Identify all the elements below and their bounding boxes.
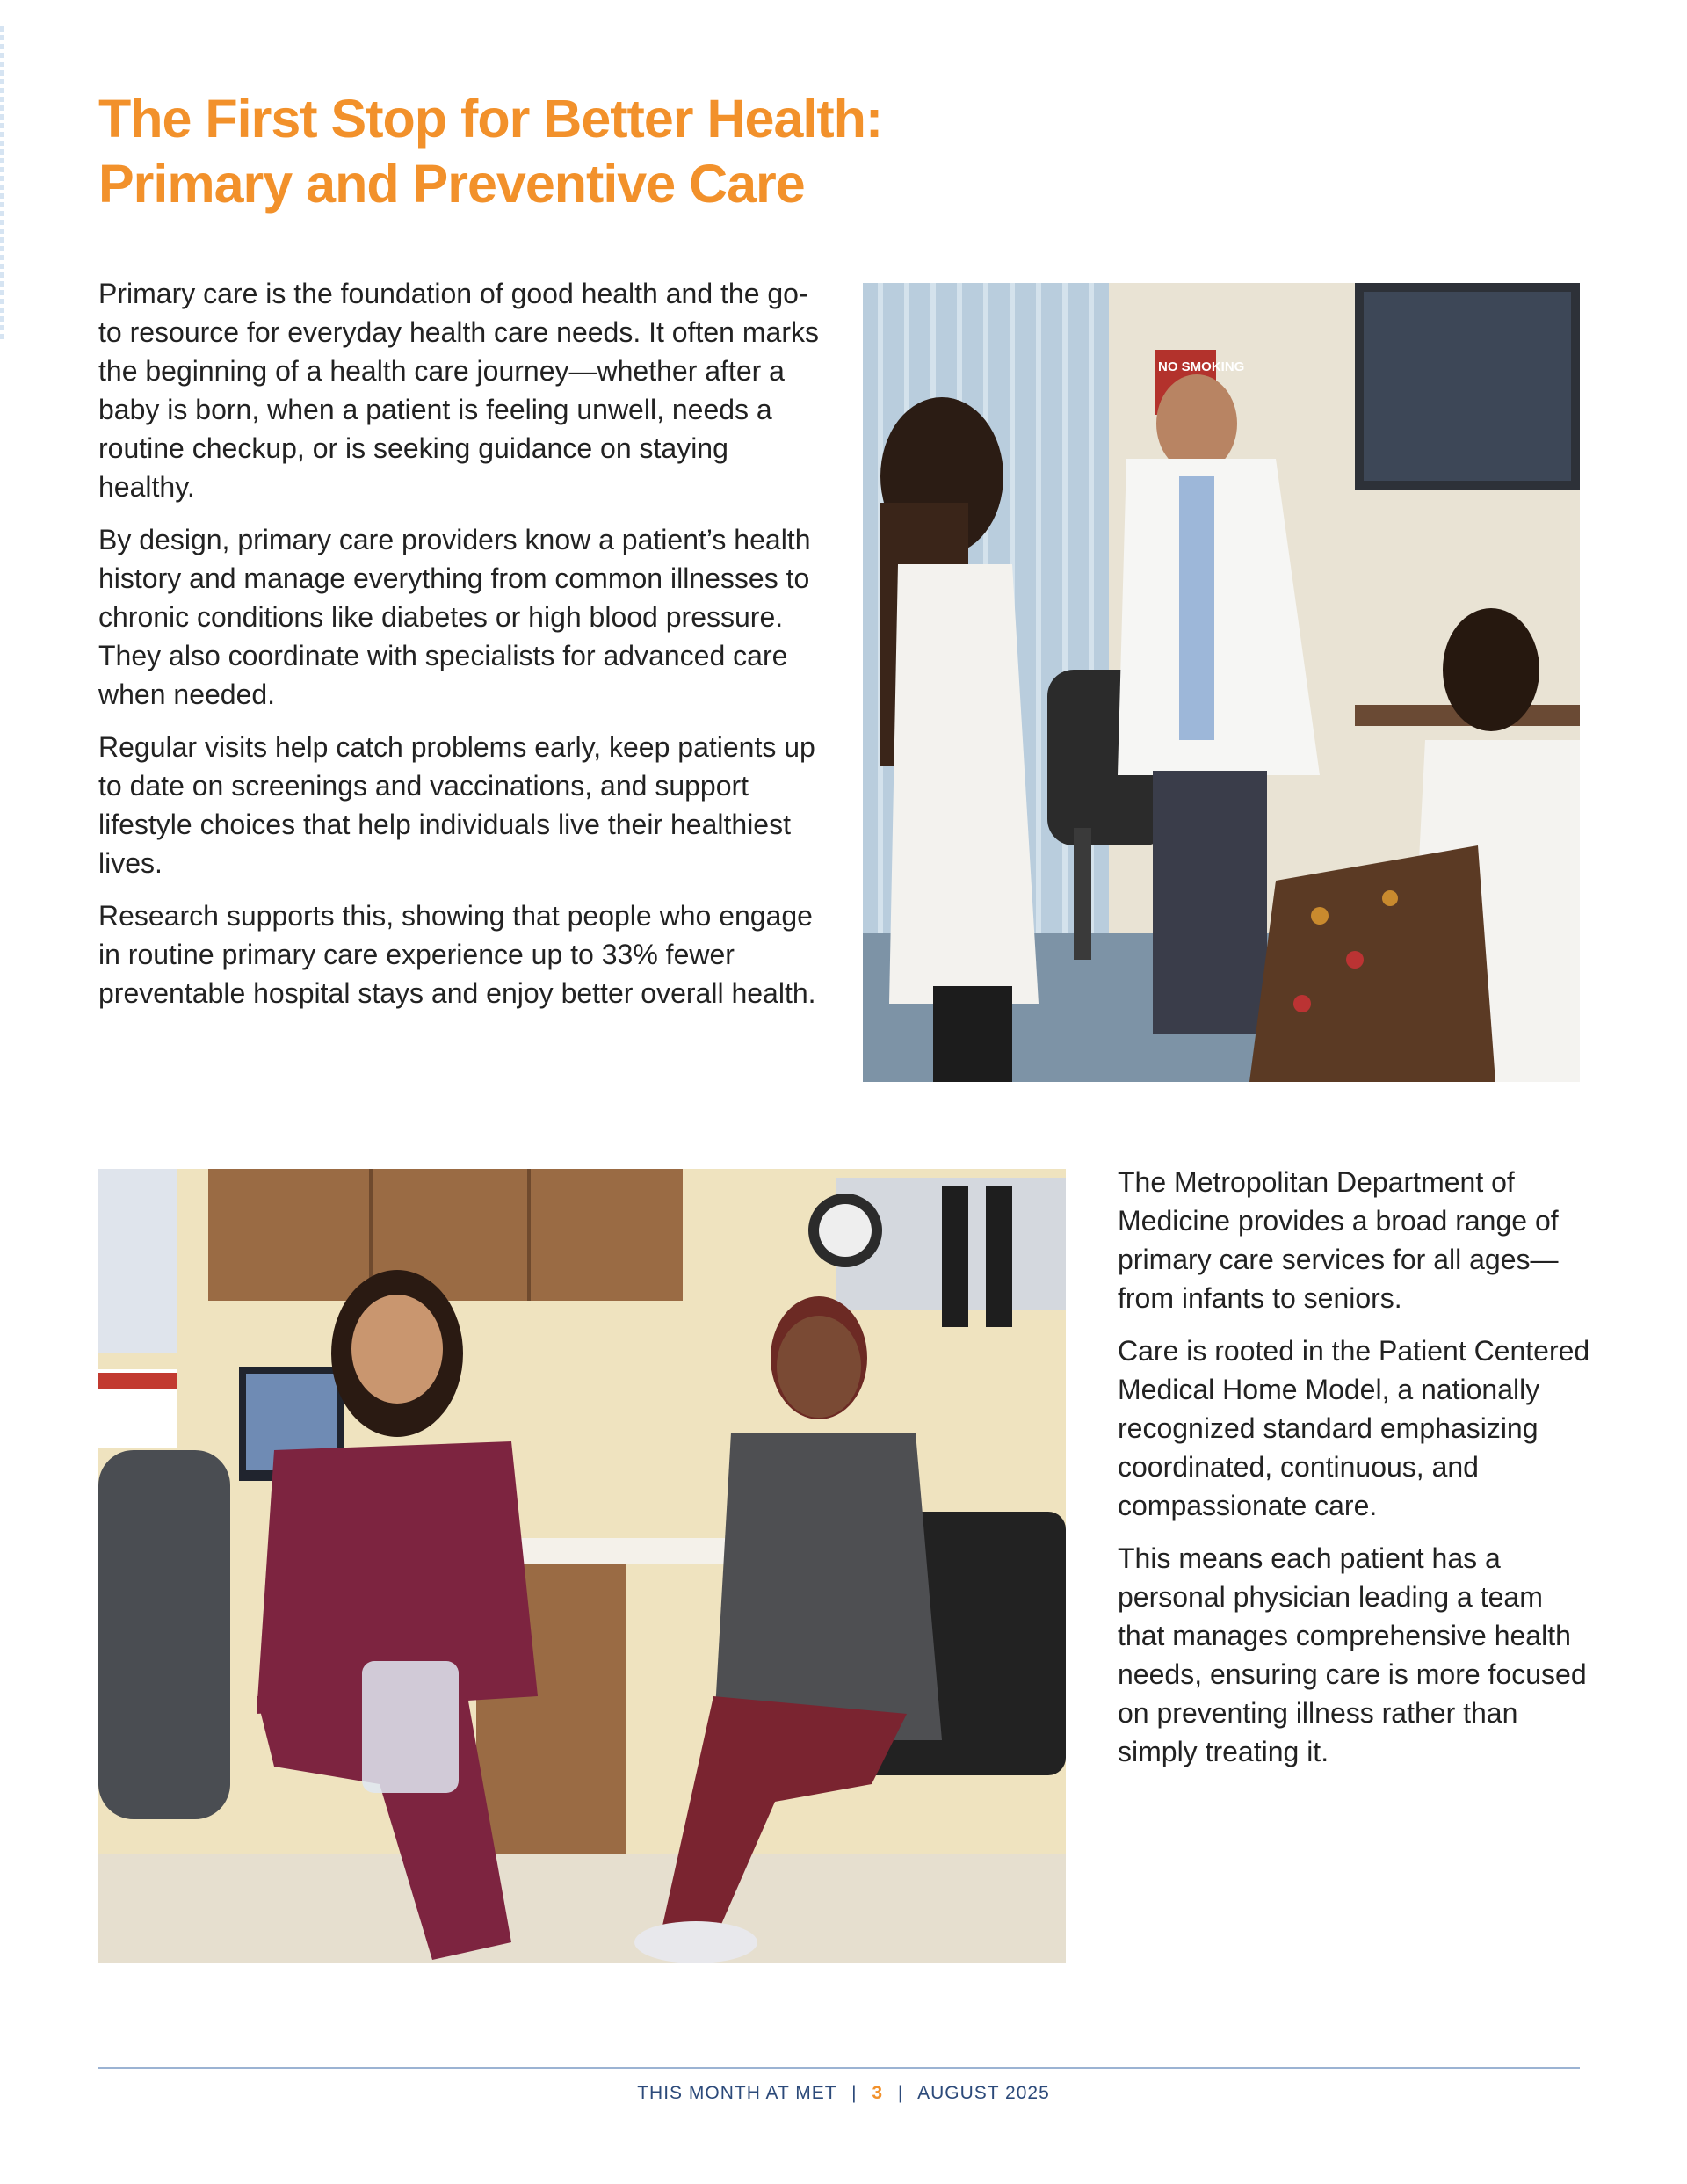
title-line-2: Primary and Preventive Care [98, 154, 805, 214]
intro-column [98, 274, 828, 1027]
footer-date: AUGUST 2025 [917, 2083, 1050, 2103]
intro-paragraph-1: Primary care is the foundation of good health and the go-to resource for everyday health care needs. It often marks the beginning of a health care journey—whether after a baby is born, when a patient is feeling unwell, needs a routine checkup, or is seeking guidance on staying healthy. [98, 278, 819, 503]
intro-paragraph-4: Research supports this, showing that people who engage in routine primary care experience up to 33% fewer preventable hospital stays and enjoy better overall health. [98, 900, 816, 1009]
page-edge-mark [0, 26, 4, 343]
title-line-1: The First Stop for Better Health: [98, 89, 883, 149]
footer-page-number: 3 [872, 2083, 884, 2103]
no-smoking-sign: NO SMOKING [1158, 359, 1245, 374]
footer-publication: THIS MONTH AT MET [637, 2083, 837, 2103]
photo-staff-exam-room [98, 1169, 1066, 1963]
photo-clinicians-consulting [863, 283, 1580, 1082]
services-paragraph-3: This means each patient has a personal physician leading a team that manages comprehensive health needs, ensuring care is more focused on preventing illness rather than simply treating it. [1118, 1542, 1587, 1767]
intro-paragraph-2: By design, primary care providers know a patient’s health history and manage everything from common illnesses to chronic conditions like diabetes or high blood pressure. They also coordinate with specialists for advanced care when needed. [98, 524, 811, 710]
footer-separator-2: | [897, 2083, 904, 2103]
footer-divider [98, 2067, 1580, 2069]
services-paragraph-1: The Metropolitan Department of Medicine provides a broad range of primary care services for all ages—from infants to seniors. [1118, 1166, 1559, 1314]
services-column [1118, 1163, 1592, 1785]
intro-paragraph-3: Regular visits help catch problems early, keep patients up to date on screenings and vaccinations, and support lifestyle choices that help individuals live their healthiest lives. [98, 731, 815, 879]
article-title [98, 86, 1065, 216]
services-paragraph-2: Care is rooted in the Patient Centered Medical Home Model, a nationally recognized standard emphasizing coordinated, continuous, and compassionate care. [1118, 1335, 1590, 1521]
footer-separator-1: | [851, 2083, 858, 2103]
page-footer [0, 2083, 1687, 2104]
